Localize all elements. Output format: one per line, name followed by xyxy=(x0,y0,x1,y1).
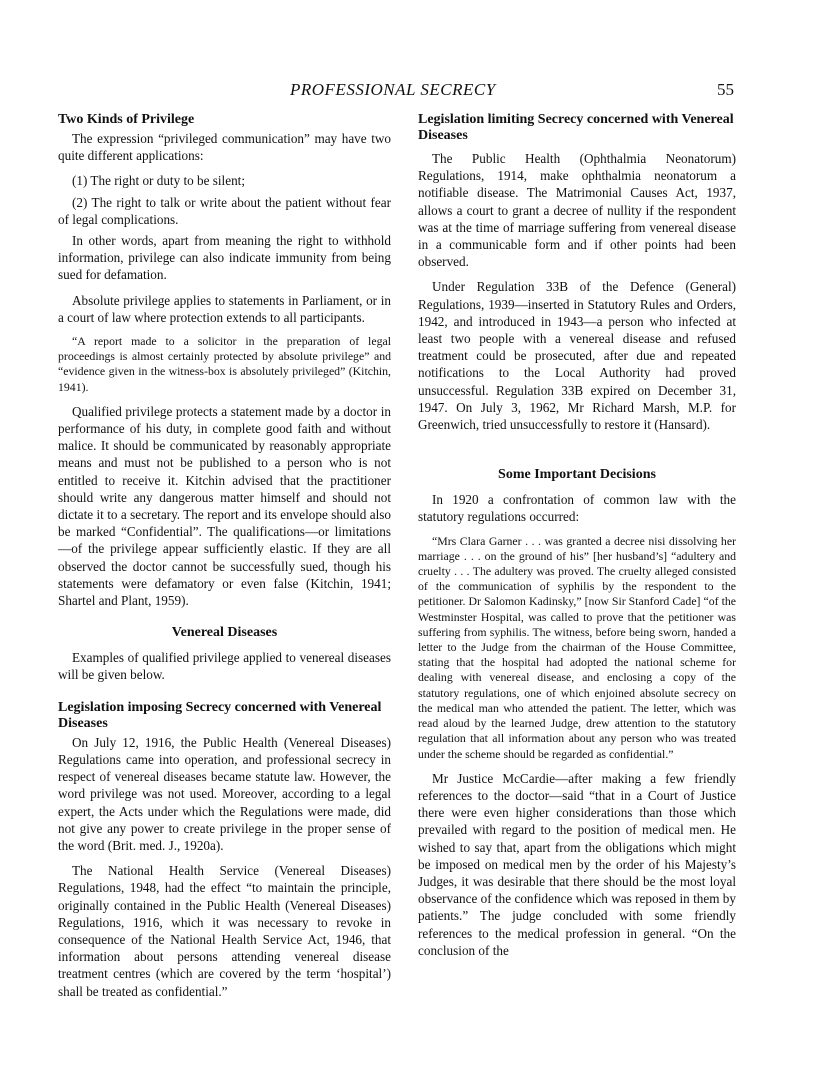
paragraph: In 1920 a confrontation of common law with the statutory regulations occurred: xyxy=(418,492,736,525)
heading-venereal-diseases: Venereal Diseases xyxy=(171,625,278,641)
page-header xyxy=(60,80,740,106)
paragraph: Absolute privilege applies to statements in Parliament, or in a court of law where protection extends to all participants. xyxy=(58,292,391,325)
heading-two-kinds-of-privilege: Two Kinds of Privilege xyxy=(58,112,195,127)
paragraph: The expression “privileged communication” may have two quite different applications: xyxy=(58,131,391,164)
paragraph: Qualified privilege protects a statement made by a doctor in performance of his duty, in complete good faith and without malice. It should be communicated by reasonably appropriate means and must not be published to a person who is not entitled to receive it. Kitchin advised that the practitioner should write any dangerous matter himself and should not dictate it to a secretary. The report and its envelope should also be marked “Confidential”. The qualifications—or limitations—of the privilege appear sufficiently elastic. If they are all observed the doctor cannot be successfully sued, though his statements were defamatory or even false (Kitchin, 1941; Shartel and Plant, 1959). xyxy=(58,403,391,609)
heading-legislation-limiting-secrecy: Legislation limiting Secrecy concerned with Venereal Diseases xyxy=(418,112,734,143)
paragraph: Under Regulation 33B of the Defence (General) Regulations, 1939—inserted in Statutory Rules and Orders, 1942, and introduced in 1943—a person who infected at least two people with a venereal disease and refused treatment could be prosecuted, after due and repeated notifications to the Local Authority had proved unsuccessful. Regulation 33B expired on December 31, 1947. On July 3, 1962, Mr Richard Marsh, M.P. for Greenwich, tried unsuccessfully to restore it (Hansard). xyxy=(418,279,736,433)
paragraph: The Public Health (Ophthalmia Neonatorum) Regulations, 1914, make ophthalmia neonatorum a notifiable disease. The Matrimonial Causes Act, 1937, allows a court to grant a decree of nullity if the respondent was at the time of marriage suffering from venereal disease in a communicable form and if other points had been observed. xyxy=(418,151,736,270)
heading-legislation-imposing-secrecy: Legislation imposing Secrecy concerned with Venereal Diseases xyxy=(58,699,382,731)
left-column xyxy=(58,112,391,1008)
paragraph: On July 12, 1916, the Public Health (Venereal Diseases) Regulations came into operation, and professional secrecy in respect of venereal diseases became statute law. However, the word privilege was not used. Moreover, according to a legal expert, the Acts under which the Regulations were made, did not give any power to create privilege in the proper sense of the word (Brit. med. J., 1920a). xyxy=(58,734,391,853)
paragraph: In other words, apart from meaning the right to withhold information, privilege can also indicate immunity from being sued for defamation. xyxy=(58,233,391,283)
paragraph: Mr Justice McCardie—after making a few friendly references to the doctor—said “that in a Court of Justice there were even higher considerations than those which prevailed with regard to the position of medical men. He wished to say that, apart from the obligations which might be imposed on medical men by the order of his Majesty’s Judges, it was desirable that there should be the most loyal observance of the confidence which was reposed in them by patients.” The judge concluded with some friendly references to the medical profession in general. “On the conclusion of the xyxy=(418,770,736,958)
page-number: 55 xyxy=(717,80,734,99)
block-quote: “A report made to a solicitor in the preparation of legal proceedings is almost certainly protected by absolute privilege” and “evidence given in the witness-box is absolutely privileged” (Kitchin, 1941). xyxy=(58,334,391,394)
right-column xyxy=(418,112,736,967)
list-item: (1) The right or duty to be silent; xyxy=(72,173,245,189)
heading-some-important-decisions: Some Important Decisions xyxy=(498,467,656,483)
paragraph: Examples of qualified privilege applied to venereal diseases will be given below. xyxy=(58,650,391,683)
running-head: PROFESSIONAL SECRECY xyxy=(290,80,496,99)
block-quote: “Mrs Clara Garner . . . was granted a decree nisi dissolving her marriage . . . on the ground of his” [her husband’s] “adultery and cruelty . . . The adultery was proved. The cruelty alleged consisted of the communication of syphilis by the respondent to the petitioner. Dr Salomon Kadinsky,” [now Sir Stanford Cade] “of the Westminster Hospital, was called to prove that the petitioner was suffering from syphilis. The witness, before being sworn, handed a letter to the Judge from the chairman of the House Committee, stating that the hospital had adopted the national scheme for dealing with venereal disease, and enclosing a copy of the statutory regulations, one of which enjoined absolute secrecy on the medical man who attended the patient. The letter, which was read aloud by the learned Judge, drew attention to the statutory regulation that all information about any person who was treated under the scheme should be regarded as confidential.” xyxy=(418,533,736,761)
paragraph: The National Health Service (Venereal Diseases) Regulations, 1948, had the effect “to maintain the principle, originally contained in the Public Health (Venereal Diseases) Regulations, 1916, which it was necessary to revoke in consequence of the National Health Service Act, 1946, that information about persons attending venereal disease treatment centres (which are covered by the term ‘hospital’) shall be treated as confidential.” xyxy=(58,863,391,999)
list-item: (2) The right to talk or write about the patient without fear of legal complications. xyxy=(58,194,391,227)
